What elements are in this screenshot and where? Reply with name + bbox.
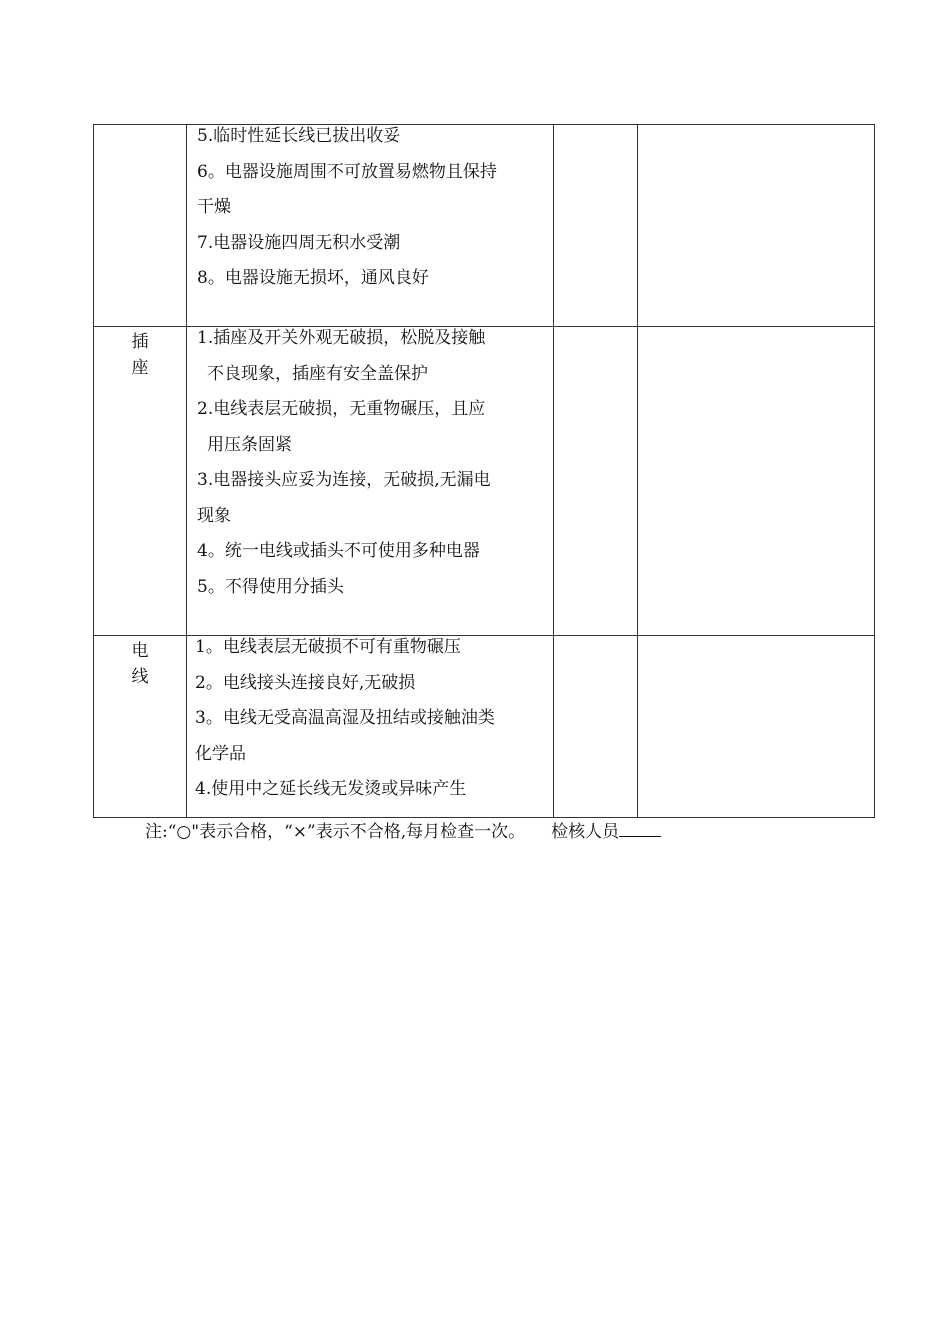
category-cell [94,125,187,327]
check-item: 2.电线表层无破损，无重物碾压，且应 [197,399,486,419]
check-item: 8。电器设施无损坏，通风良好 [197,268,429,288]
inspector-label: 检核人员 [551,822,620,842]
inspection-table [93,124,875,818]
check-item: 4。统一电线或插头不可使用多种电器 [197,541,480,561]
result-cell[interactable] [554,125,638,327]
items-cell [187,125,554,327]
legend-note: 注:“○"表示合格，“×”表示不合格,每月检查一次。 [145,822,526,842]
table-row [94,327,875,636]
check-item: 用压条固紧 [207,434,292,455]
items-cell [187,327,554,636]
check-item: 2。电线接头连接良好,无破损 [195,672,416,693]
check-item: 7.电器设施四周无积水受潮 [197,232,401,253]
remarks-cell[interactable] [638,636,875,818]
check-item: 干燥 [197,197,231,217]
check-item: 1。电线表层无破损不可有重物碾压 [195,637,461,657]
category-label: 插座 [131,332,149,378]
inspector-signature-line[interactable] [619,818,661,837]
check-item: 化学品 [195,743,246,764]
category-cell [94,327,187,636]
table-row [94,636,875,818]
check-item: 1.插座及开关外观无破损，松脱及接触 [197,328,486,348]
footer-note [145,818,661,845]
remarks-cell[interactable] [638,125,875,327]
table-row [94,125,875,327]
category-label: 电线 [131,641,149,687]
category-cell [94,636,187,818]
result-cell[interactable] [554,327,638,636]
check-item: 3。电线无受高温高湿及扭结或接触油类 [195,708,495,728]
remarks-cell[interactable] [638,327,875,636]
check-item: 3.电器接头应妥为连接，无破损,无漏电 [197,470,491,490]
items-cell [187,636,554,818]
check-item: 5。不得使用分插头 [197,576,344,597]
check-item: 不良现象，插座有安全盖保护 [207,363,428,384]
check-item: 4.使用中之延长线无发烫或异味产生 [195,779,467,799]
check-item: 5.临时性延长线已拔出收妥 [197,126,401,146]
check-item: 现象 [197,505,231,526]
check-item: 6。电器设施周围不可放置易燃物且保持 [197,161,497,182]
result-cell[interactable] [554,636,638,818]
